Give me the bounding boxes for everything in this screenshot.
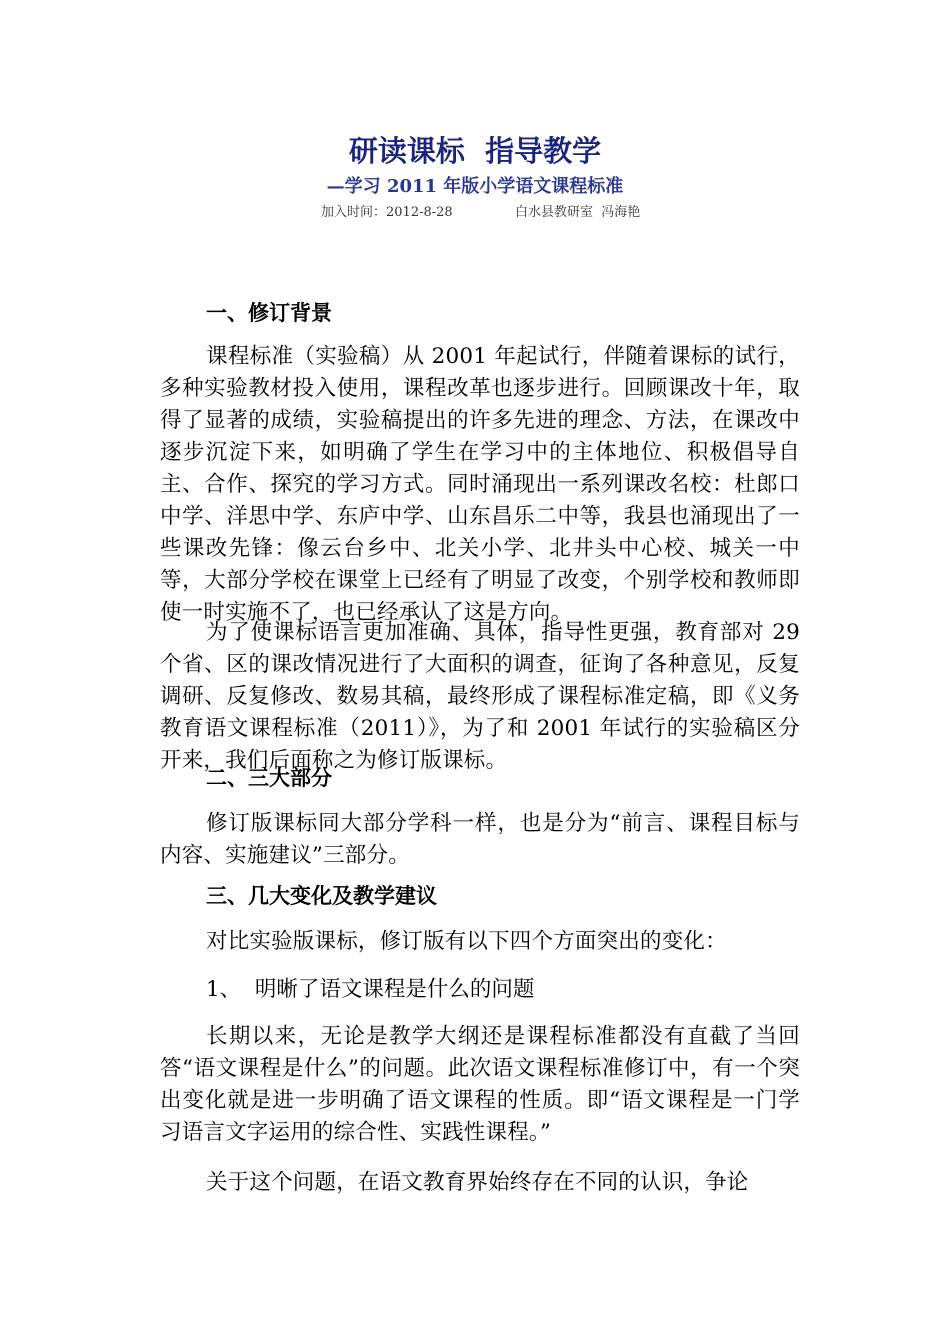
section-heading-background: 一、修订背景 xyxy=(206,301,332,325)
paragraph-background-2: 为了使课标语言更加准确、具体，指导性更强，教育部对 29 个省、区的课改情况进行了大面积的调查，征询了各种意见，反复调研、反复修改、数易其稿，最终形成了课程标准定稿，即《义务教育语文课程标准（2011）》，为了和 2001 年试行的实验稿区分开来，我们后面称之为修订版课标。 xyxy=(160,620,800,773)
paragraph-background-1: 课程标准（实验稿）从 2001 年起试行，伴随着课标的试行，多种实验教材投入使用，课程改革也逐步进行。回顾课改十年，取得了显著的成绩，实验稿提出的许多先进的理念、方法，在课改中逐步沉淀下来，如明确了学生在学习中的主体地位、积极倡导自主、合作、探究的学习方式。同时涌现出一系列课改名校：杜郎口中学、洋思中学、东庐中学、山东昌乐二中等，我县也涌现出了一些课改先锋：像云台乡中、北关小学、北井头中心校、城关一中等，大部分学校在课堂上已经有了明显了改变，个别学校和教师即使一时实施不了，也已经承认了这是方向。 xyxy=(160,344,800,625)
paragraph-changes-intro: 对比实验版课标，修订版有以下四个方面突出的变化： xyxy=(206,929,727,954)
section-heading-changes: 三、几大变化及教学建议 xyxy=(206,884,437,908)
section-heading-three-parts: 二、三大部分 xyxy=(206,766,332,790)
paragraph-course-nature: 长期以来，无论是教学大纲还是课程标准都没有直截了当回答“语文课程是什么”的问题。此次语文课程标准修订中，有一个突出变化就是进一步明确了语文课程的性质。即“语文课程是一门学习语言文字运用的综合性、实践性课程。” xyxy=(160,1024,800,1145)
document-title: 研读课标 指导教学 xyxy=(348,134,602,168)
paragraph-debate: 关于这个问题，在语文教育界始终存在不同的认识，争论 xyxy=(206,1170,749,1195)
list-item-1: 1、 明晰了语文课程是什么的问题 xyxy=(206,977,535,1002)
paragraph-three-parts: 修订版课标同大部分学科一样，也是分为“前言、课程目标与内容、实施建议”三部分。 xyxy=(160,811,800,868)
author-line: 白水县教研室 冯海艳 xyxy=(515,205,641,220)
document-subtitle: —学习 2011 年版小学语文课程标准 xyxy=(326,176,624,197)
publish-date: 加入时间：2012-8-28 xyxy=(321,205,453,220)
